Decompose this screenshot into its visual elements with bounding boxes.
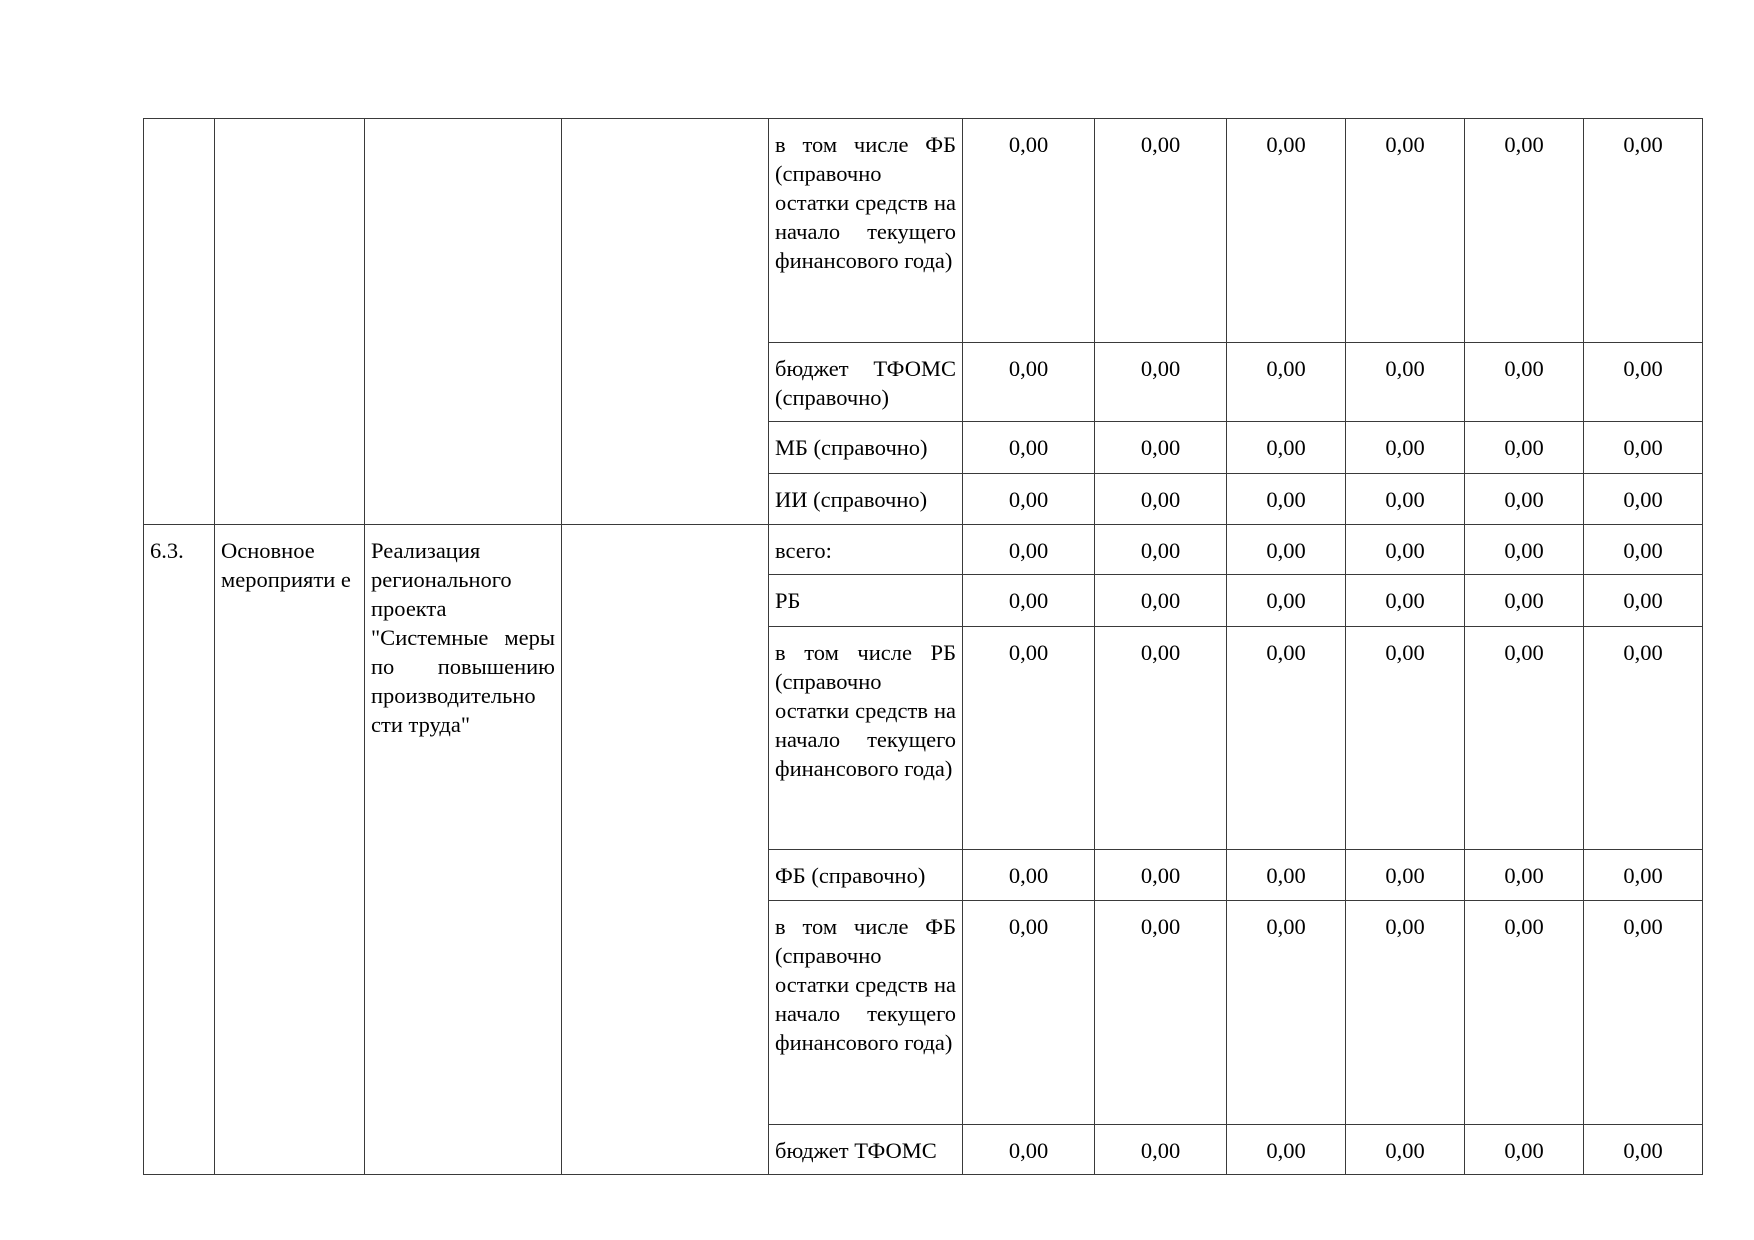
cell-value: 0,00	[1095, 850, 1227, 901]
cell-value: 0,00	[963, 525, 1095, 575]
cell-value: 0,00	[1095, 343, 1227, 422]
cell-value: 0,00	[1346, 901, 1465, 1125]
cell-value: 0,00	[963, 1125, 1095, 1175]
cell-value: 0,00	[1227, 575, 1346, 627]
cell-type: Основное мероприяти е	[215, 525, 365, 1175]
cell-value: 0,00	[1227, 1125, 1346, 1175]
cell-value: 0,00	[963, 850, 1095, 901]
cell-name	[365, 119, 562, 525]
cell-value: 0,00	[1095, 119, 1227, 343]
cell-value: 0,00	[1346, 575, 1465, 627]
cell-value: 0,00	[1584, 575, 1703, 627]
cell-value: 0,00	[1584, 343, 1703, 422]
cell-value: 0,00	[1465, 422, 1584, 474]
cell-value: 0,00	[963, 901, 1095, 1125]
cell-value: 0,00	[1227, 850, 1346, 901]
cell-source-label: в том числе ФБ (справочно остатки средств на начало текущего финансового года)	[769, 901, 963, 1125]
cell-source-label: ИИ (справочно)	[769, 474, 963, 525]
cell-value: 0,00	[1584, 901, 1703, 1125]
cell-value: 0,00	[1465, 525, 1584, 575]
cell-value: 0,00	[1465, 850, 1584, 901]
cell-source-label: бюджет ТФОМС	[769, 1125, 963, 1175]
cell-name: Реализация регионального проекта "Системные меры по повышению производительно сти труда"	[365, 525, 562, 1175]
cell-value: 0,00	[1095, 901, 1227, 1125]
cell-value: 0,00	[1465, 474, 1584, 525]
cell-source-label: в том числе ФБ (справочно остатки средств на начало текущего финансового года)	[769, 119, 963, 343]
cell-value: 0,00	[1584, 627, 1703, 850]
cell-value: 0,00	[963, 575, 1095, 627]
cell-value: 0,00	[1346, 850, 1465, 901]
cell-value: 0,00	[963, 119, 1095, 343]
cell-value: 0,00	[963, 343, 1095, 422]
cell-value: 0,00	[1227, 422, 1346, 474]
cell-value: 0,00	[1095, 575, 1227, 627]
cell-source-label: ФБ (справочно)	[769, 850, 963, 901]
cell-value: 0,00	[1465, 627, 1584, 850]
cell-executor	[562, 119, 769, 525]
cell-value: 0,00	[1584, 119, 1703, 343]
cell-value: 0,00	[1465, 901, 1584, 1125]
cell-value: 0,00	[1584, 525, 1703, 575]
cell-source-label: всего:	[769, 525, 963, 575]
cell-value: 0,00	[963, 627, 1095, 850]
cell-value: 0,00	[1346, 343, 1465, 422]
cell-value: 0,00	[1346, 422, 1465, 474]
cell-value: 0,00	[963, 422, 1095, 474]
cell-value: 0,00	[1227, 119, 1346, 343]
cell-source-label: в том числе РБ (справочно остатки средств на начало текущего финансового года)	[769, 627, 963, 850]
cell-value: 0,00	[1346, 119, 1465, 343]
cell-value: 0,00	[1227, 343, 1346, 422]
cell-value: 0,00	[1346, 525, 1465, 575]
cell-value: 0,00	[1346, 1125, 1465, 1175]
table-row	[144, 119, 1703, 343]
cell-value: 0,00	[1227, 901, 1346, 1125]
cell-value: 0,00	[963, 474, 1095, 525]
cell-value: 0,00	[1584, 474, 1703, 525]
cell-source-label: МБ (справочно)	[769, 422, 963, 474]
cell-value: 0,00	[1095, 474, 1227, 525]
cell-value: 0,00	[1227, 627, 1346, 850]
cell-value: 0,00	[1346, 627, 1465, 850]
cell-value: 0,00	[1095, 627, 1227, 850]
cell-value: 0,00	[1095, 1125, 1227, 1175]
cell-value: 0,00	[1465, 119, 1584, 343]
cell-value: 0,00	[1584, 850, 1703, 901]
cell-executor	[562, 525, 769, 1175]
financing-table	[143, 118, 1703, 1175]
cell-source-label: РБ	[769, 575, 963, 627]
cell-value: 0,00	[1095, 422, 1227, 474]
cell-number	[144, 119, 215, 525]
cell-source-label: бюджет ТФОМС (справочно)	[769, 343, 963, 422]
cell-value: 0,00	[1465, 343, 1584, 422]
cell-value: 0,00	[1465, 1125, 1584, 1175]
table-row	[144, 525, 1703, 575]
cell-value: 0,00	[1227, 525, 1346, 575]
cell-number: 6.3.	[144, 525, 215, 1175]
cell-value: 0,00	[1465, 575, 1584, 627]
cell-value: 0,00	[1095, 525, 1227, 575]
cell-value: 0,00	[1227, 474, 1346, 525]
cell-value: 0,00	[1346, 474, 1465, 525]
cell-type	[215, 119, 365, 525]
cell-value: 0,00	[1584, 1125, 1703, 1175]
cell-value: 0,00	[1584, 422, 1703, 474]
